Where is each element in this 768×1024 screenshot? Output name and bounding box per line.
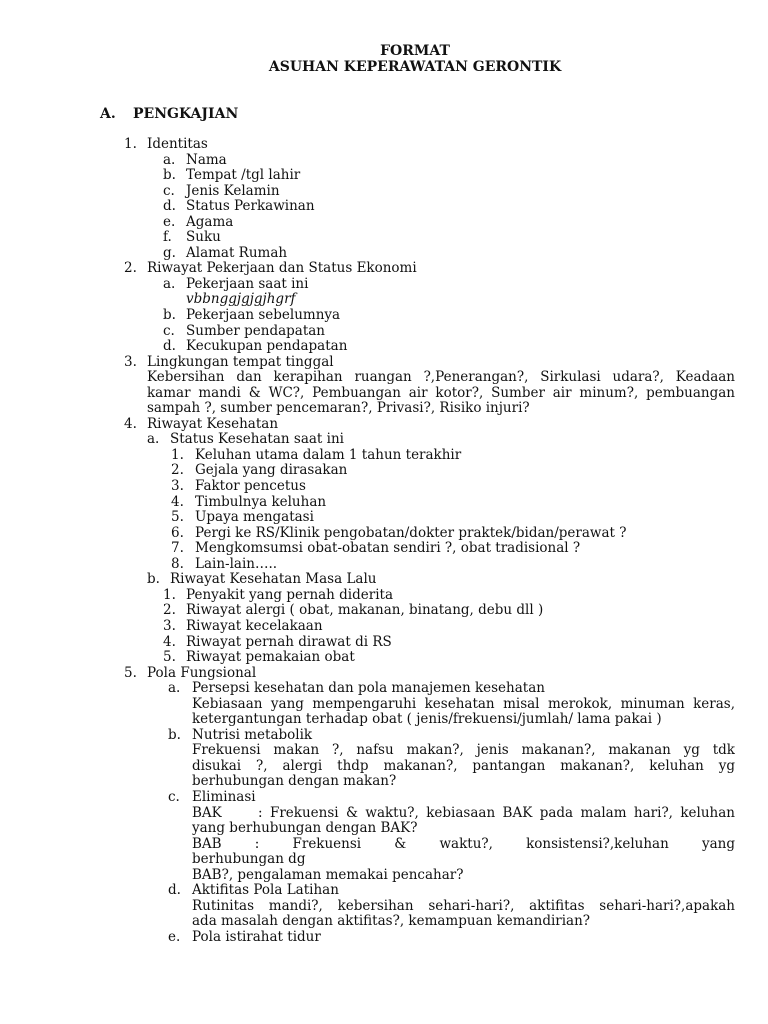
- list-marker: d.: [168, 882, 181, 899]
- section-a-heading: [100, 106, 238, 122]
- paragraph-line: [0, 774, 768, 790]
- list-marker: 4.: [163, 633, 176, 650]
- list-item: [0, 168, 768, 184]
- list-item-title: Identitas: [147, 136, 208, 152]
- list-marker: 1.: [163, 586, 176, 603]
- list-item: [0, 308, 768, 324]
- list-marker: c.: [168, 788, 180, 805]
- list-item-riwayat-pekerjaan: [0, 261, 768, 277]
- list-item-text: Riwayat Kesehatan Masa Lalu: [170, 571, 377, 588]
- section-a-label: A.: [100, 106, 116, 122]
- list-item-text: Nama: [186, 151, 227, 168]
- list-marker: a.: [168, 680, 181, 697]
- list-item-text: Eliminasi: [192, 788, 256, 805]
- list-item: [0, 215, 768, 231]
- list-marker: b.: [163, 307, 176, 324]
- list-marker: 8.: [171, 555, 184, 572]
- list-item-text: Faktor pencetus: [195, 478, 306, 495]
- list-item: [0, 246, 768, 262]
- list-item-text: Pekerjaan sebelumnya: [186, 307, 341, 324]
- list-marker: a.: [147, 431, 160, 448]
- list-item: [0, 572, 768, 588]
- list-marker: 2.: [171, 462, 184, 479]
- list-item: [0, 603, 768, 619]
- list-item-title: Riwayat Pekerjaan dan Status Ekonomi: [147, 260, 417, 277]
- list-marker: d.: [163, 338, 176, 355]
- list-item-text: Kecukupan pendapatan: [186, 338, 348, 355]
- list-item: [0, 153, 768, 169]
- list-marker: 7.: [171, 540, 184, 557]
- list-item-text: Penyakit yang pernah diderita: [186, 586, 394, 603]
- list-item: [0, 463, 768, 479]
- list-marker: g.: [163, 244, 176, 261]
- list-item-text: Aktifitas Pola Latihan: [192, 882, 339, 899]
- list-marker: b.: [147, 571, 160, 588]
- list-marker: 5.: [163, 649, 176, 666]
- list-item-text: Riwayat pemakaian obat: [186, 649, 355, 666]
- list-item-text: Tempat /tgl lahir: [186, 167, 301, 184]
- list-item-text: Agama: [186, 213, 234, 230]
- list-item-riwayat-kesehatan: [0, 417, 768, 433]
- list-marker: c.: [163, 182, 175, 199]
- list-item: [0, 432, 768, 448]
- list-marker: e.: [163, 213, 176, 230]
- list-item: [0, 448, 768, 464]
- list-item-title: Lingkungan tempat tinggal: [147, 353, 334, 370]
- list-marker: b.: [168, 726, 181, 743]
- list-item-title: Pola Fungsional: [147, 664, 257, 681]
- list-item: [0, 650, 768, 666]
- list-item: [0, 557, 768, 573]
- list-marker: e.: [168, 928, 181, 945]
- list-item-text: Riwayat kecelakaan: [186, 617, 323, 634]
- list-item-text: Sumber pendapatan: [186, 322, 325, 339]
- list-item-identitas: [0, 137, 768, 153]
- list-marker: c.: [163, 322, 175, 339]
- list-item-lingkungan: [0, 355, 768, 371]
- list-item-text: Persepsi kesehatan dan pola manajemen kesehatan: [192, 680, 545, 697]
- list-marker: 1.: [171, 446, 184, 463]
- list-marker: f.: [163, 229, 172, 246]
- list-item-text: Jenis Kelamin: [186, 182, 280, 199]
- list-item: [0, 495, 768, 511]
- list-marker: 3.: [163, 617, 176, 634]
- list-marker: a.: [163, 151, 176, 168]
- list-item-text: Pekerjaan saat ini: [186, 275, 309, 292]
- list-marker: a.: [163, 275, 176, 292]
- paragraph-text: ada masalah dengan aktifitas?, kemampuan kemandirian?: [192, 913, 591, 930]
- list-item-text: Nutrisi metabolik: [192, 726, 313, 743]
- list-item: [0, 681, 768, 697]
- list-item-text: Gejala yang dirasakan: [195, 462, 348, 479]
- paragraph-line: [0, 821, 768, 837]
- handwritten-note-text: vbbnggjgjgjhgrf: [186, 291, 296, 308]
- bak-line: [0, 806, 768, 822]
- paragraph-line: Kebiasaan yang mempengaruhi kesehatan misal merokok, minuman keras,: [192, 696, 735, 712]
- bak-label: BAK: [192, 804, 222, 821]
- paragraph-text: berhubungan dengan makan?: [192, 773, 397, 790]
- bak-text: : Frekuensi & waktu?, kebiasaan BAK pada malam hari?, keluhan: [258, 805, 735, 821]
- document-body: [0, 137, 768, 945]
- paragraph-text: sampah ?, sumber pencemaran?, Privasi?, Risiko injuri?: [147, 400, 530, 417]
- section-a-title: PENGKAJIAN: [133, 106, 239, 122]
- list-marker: d.: [163, 198, 176, 215]
- list-item: [0, 324, 768, 340]
- list-marker: b.: [163, 167, 176, 184]
- bab-line: BAB : Frekuensi & waktu?, konsistensi?,keluhan yang: [192, 836, 735, 852]
- list-item: [0, 230, 768, 246]
- list-item: [0, 790, 768, 806]
- list-item-text: Pola istirahat tidur: [192, 928, 321, 945]
- document-title-main: ASUHAN KEPERAWATAN GERONTIK: [268, 59, 562, 75]
- list-item: [0, 588, 768, 604]
- list-item-title: Riwayat Kesehatan: [147, 415, 279, 432]
- list-item-text: Pergi ke RS/Klinik pengobatan/dokter praktek/bidan/perawat ?: [195, 524, 627, 541]
- list-marker: 3.: [171, 478, 184, 495]
- list-item: [0, 510, 768, 526]
- paragraph-line: [0, 401, 768, 417]
- paragraph-line: [0, 868, 768, 884]
- list-item: [0, 184, 768, 200]
- list-item: [0, 541, 768, 557]
- paragraph-text: BAB?, pengalaman memakai pencahar?: [192, 866, 464, 883]
- paragraph-line: kamar mandi & WC?, Pembuangan air kotor?, Sumber air minum?, pembuangan: [147, 385, 735, 401]
- paragraph-line: Frekuensi makan ?, nafsu makan?, jenis makanan?, makanan yg tdk: [192, 743, 735, 759]
- list-number: 1.: [124, 136, 137, 152]
- list-item: [0, 619, 768, 635]
- list-marker: 5.: [171, 509, 184, 526]
- list-item: [0, 635, 768, 651]
- list-item: [0, 930, 768, 946]
- paragraph-text: yang berhubungan dengan BAK?: [192, 820, 418, 837]
- list-number: 2.: [124, 260, 137, 277]
- list-item-note: [0, 292, 768, 308]
- list-item-text: Timbulnya keluhan: [195, 493, 327, 510]
- list-item-text: Keluhan utama dalam 1 tahun terakhir: [195, 446, 462, 463]
- list-item-text: Lain-lain…..: [195, 555, 278, 572]
- paragraph-line: disukai ?, alergi thdp makanan?, pantangan makanan?, keluhan yg: [192, 758, 735, 774]
- list-number: 5.: [124, 664, 137, 681]
- list-item: [0, 883, 768, 899]
- paragraph-text: berhubungan dg: [192, 851, 306, 868]
- list-item-text: Suku: [186, 229, 221, 246]
- paragraph-line: [0, 914, 768, 930]
- paragraph-line: Rutinitas mandi?, kebersihan sehari-hari?, aktifitas sehari-hari?,apakah: [192, 898, 735, 914]
- list-item-text: Mengkomsumsi obat-obatan sendiri ?, obat tradisional ?: [195, 540, 581, 557]
- list-marker: 2.: [163, 602, 176, 619]
- list-item-pola-fungsional: [0, 666, 768, 682]
- paragraph-line: [0, 712, 768, 728]
- list-item: [0, 728, 768, 744]
- list-number: 4.: [124, 415, 137, 432]
- list-marker: 6.: [171, 524, 184, 541]
- list-item-text: Status Kesehatan saat ini: [170, 431, 344, 448]
- list-item-text: Upaya mengatasi: [195, 509, 314, 526]
- list-item: [0, 277, 768, 293]
- list-item: [0, 479, 768, 495]
- list-item-text: Riwayat pernah dirawat di RS: [186, 633, 392, 650]
- list-marker: 4.: [171, 493, 184, 510]
- list-number: 3.: [124, 353, 137, 370]
- paragraph-line: Kebersihan dan kerapihan ruangan ?,Penerangan?, Sirkulasi udara?, Keadaan: [147, 370, 735, 386]
- list-item: [0, 339, 768, 355]
- list-item: [0, 526, 768, 542]
- list-item-text: Alamat Rumah: [186, 244, 288, 261]
- paragraph-text: ketergantungan terhadap obat ( jenis/frekuensi/jumlah/ lama pakai ): [192, 711, 662, 728]
- list-item-text: Riwayat alergi ( obat, makanan, binatang, debu dll ): [186, 602, 544, 619]
- paragraph-line: [0, 852, 768, 868]
- document-title-format: FORMAT: [380, 43, 450, 59]
- list-item: [0, 199, 768, 215]
- list-item-text: Status Perkawinan: [186, 198, 315, 215]
